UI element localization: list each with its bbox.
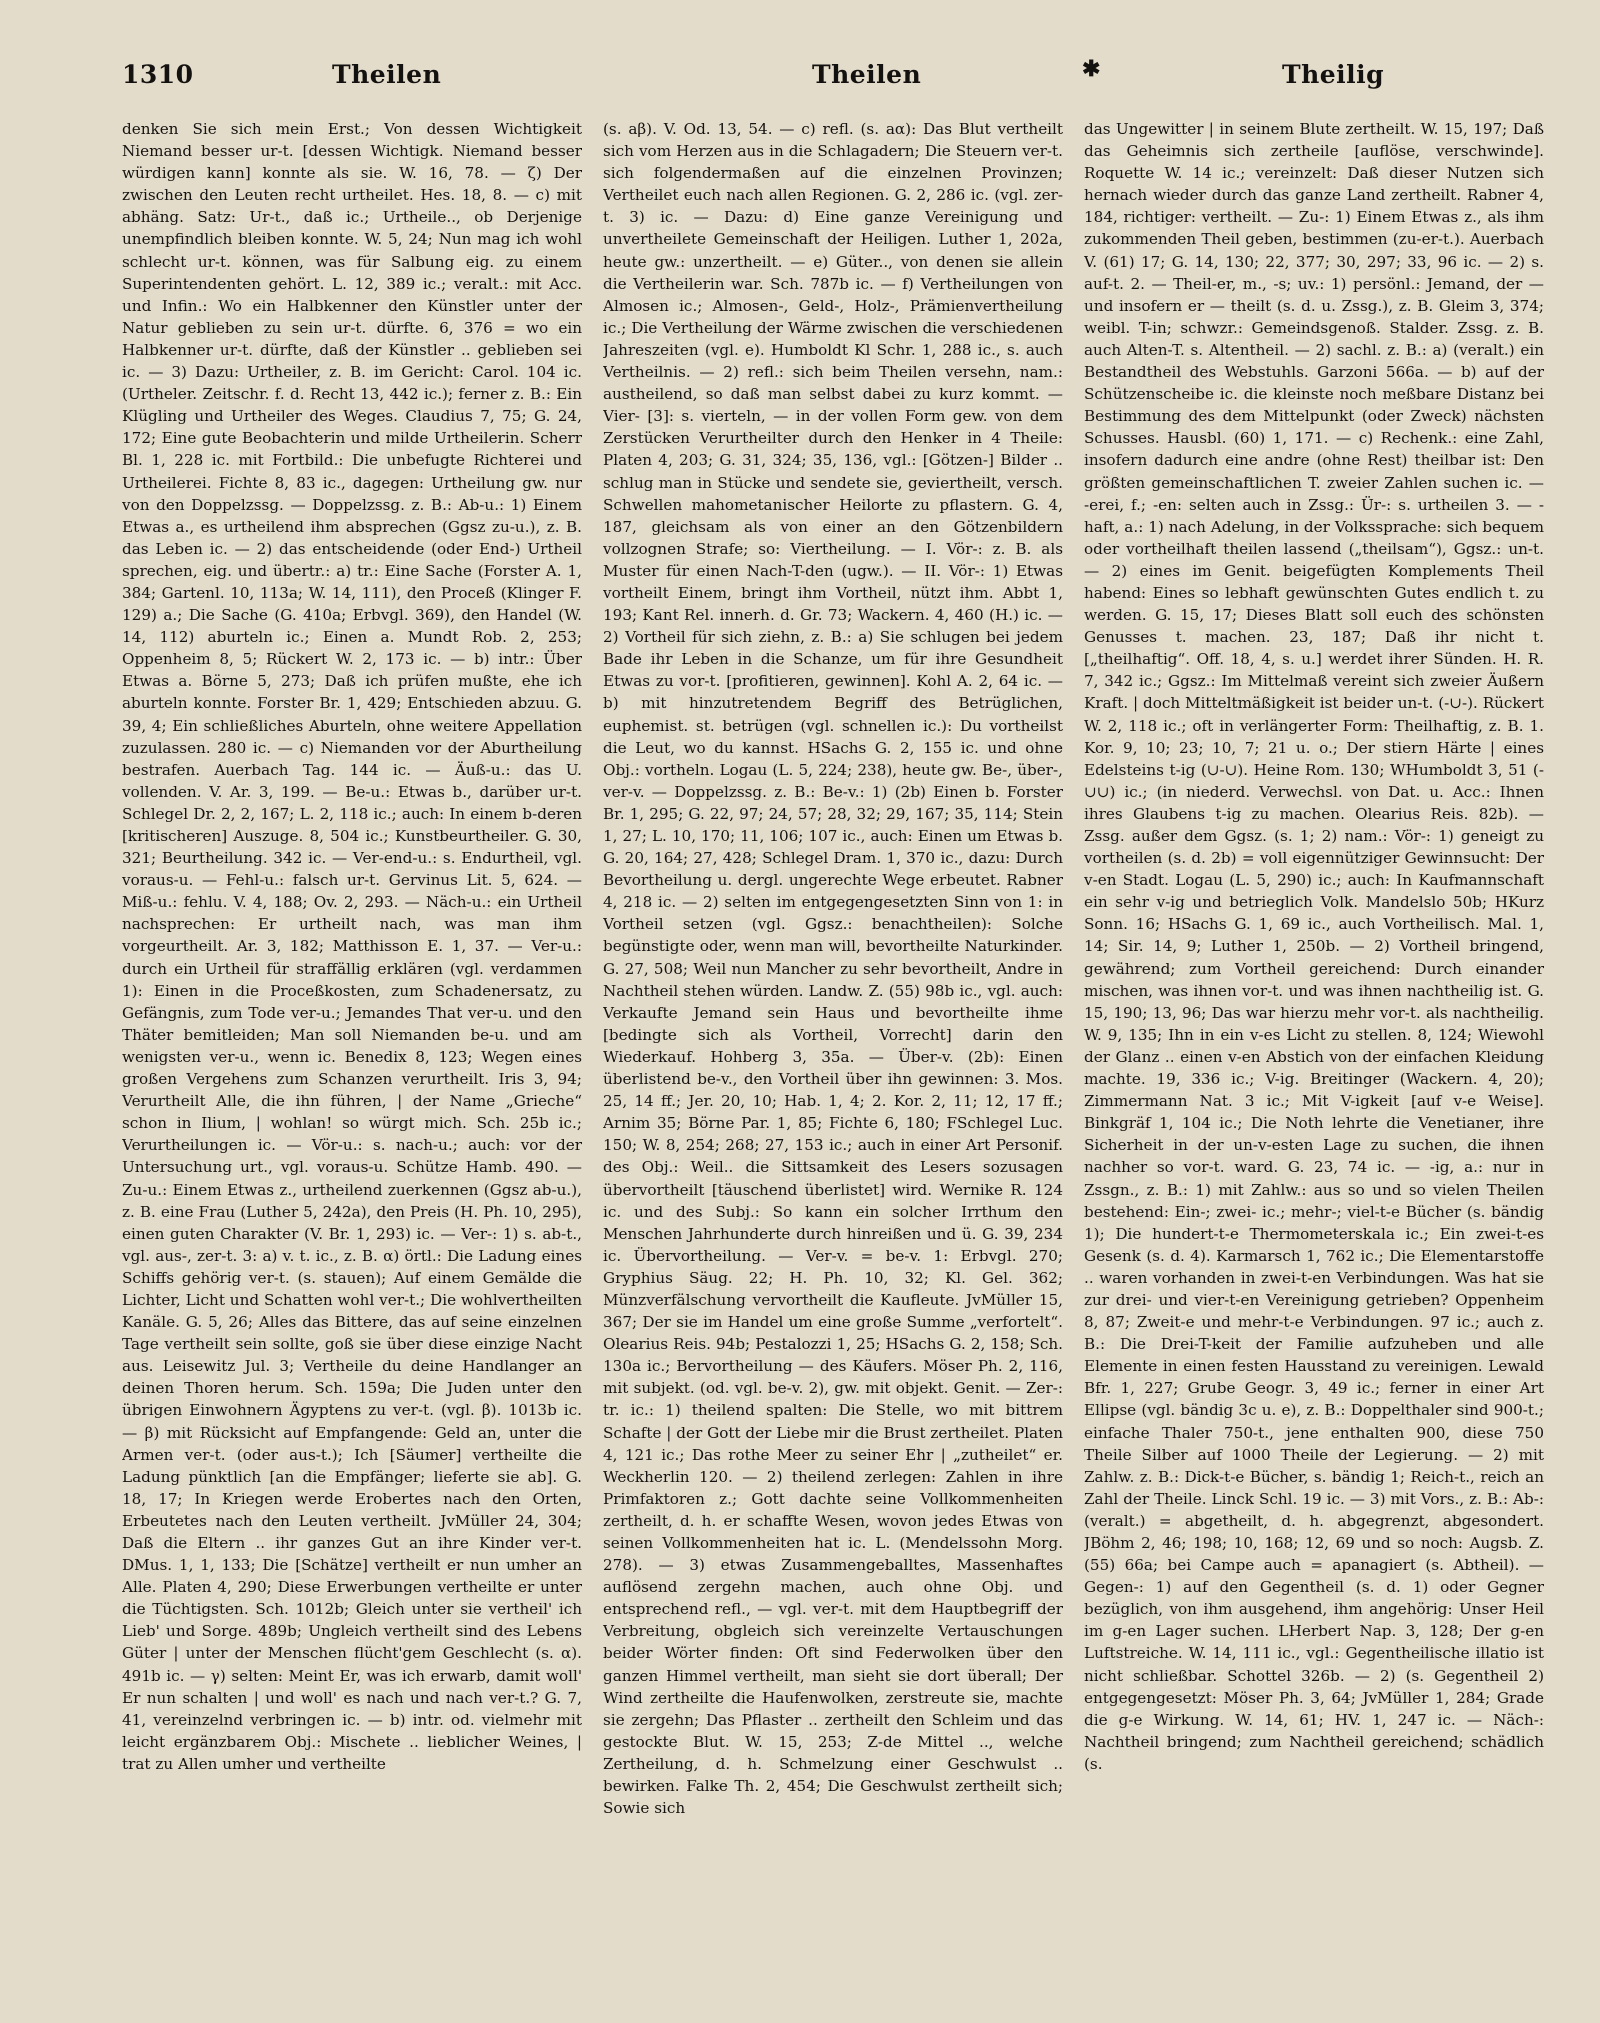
running-header: [122, 56, 1544, 100]
text-columns: [122, 118, 1544, 1983]
column-text: (s. aβ). V. Od. 13, 54. — c) refl. (s. aα): Das Blut vertheilt sich vom Herzen aus in die Schlagadern; Die Steuern ver-t. sich folgendermaßen auf die einzelnen Provinzen; Vertheilet euch nach allen Regionen. G. 2, 286 ic. (vgl. zer-t. 3) ic. — Dazu: d) Eine ganze Vereinigung und unvertheilete Gemeinschaft der Heiligen. Luther 1, 202a, heute gw.: unzertheilt. — e) Güter.., von denen sie allein die Vertheilerin war. Sch. 787b ic. — f) Vertheilungen von Almosen ic.; Almosen-, Geld-, Holz-, Prämienvertheilung ic.; Die Vertheilung der Wärme zwischen die verschiedenen Jahreszeiten (vgl. e). Humboldt Kl Schr. 1, 288 ic., s. auch Vertheilnis. — 2) refl.: sich beim Theilen versehn, nam.: austheilend, so daß man selbst dabei zu kurz kommt. — Vier- [3]: s. vierteln, — in der vollen Form gew. von dem Zerstücken Verurtheilter durch den Henker in 4 Theile: Platen 4, 203; G. 31, 324; 35, 136, vgl.: [Götzen-] Bilder .. schlug man in Stücke und sendete sie, geviertheilt, versch. Schwellen mahometanischer Heilorte zu pflastern. G. 4, 187, gleichsam als von einer an den Götzenbildern vollzognen Strafe; so: Viertheilung. — I. Vör-: z. B. als Muster für einen Nach-T-den (ugw.). — II. Vör-: 1) Etwas vortheilt Einem, bringt ihm Vortheil, nützt ihm. Abbt 1, 193; Kant Rel. innerh. d. Gr. 73; Wackern. 4, 460 (H.) ic. — 2) Vortheil für sich ziehn, z. B.: a) Sie schlugen bei jedem Bade ihr Leben in die Schanze, um für ihre Gesundheit Etwas zu vor-t. [profitieren, gewinnen]. Kohl A. 2, 64 ic. — b) mit hinzutretendem Begriff des Betrüglichen, euphemist. st. betrügen (vgl. schnellen ic.): Du vortheilst die Leut, wo du kannst. HSachs G. 2, 155 ic. und ohne Obj.: vortheln. Logau (L. 5, 224; 238), heute gw. Be-, über-, ver-v. — Doppelzssg. z. B.: Be-v.: 1) (2b) Einen b. Forster Br. 1, 295; G. 22, 97; 24, 57; 28, 32; 29, 167; 35, 114; Stein 1, 27; L. 10, 170; 11, 106; 107 ic., auch: Einen um Etwas b. G. 20, 164; 27, 428; Schlegel Dram. 1, 370 ic., dazu: Durch Bevortheilung u. dergl. ungerechte Wege erbeutet. Rabner 4, 218 ic. — 2) selten im entgegengesetzten Sinn von 1: in Vortheil setzen (vgl. Ggsz.: benachtheilen): Solche begünstigte oder, wenn man will, bevortheilte Naturkinder. G. 27, 508; Weil nun Mancher zu sehr bevortheilt, Andre in Nachtheil stehen würden. Landw. Z. (55) 98b ic., vgl. auch: Verkaufte Jemand sein Haus und bevortheilte ihme [bedingte sich als Vortheil, Vorrecht] darin den Wiederkauf. Hohberg 3, 35a. — Über-v. (2b): Einen überlistend be-v., den Vortheil über ihn gewinnen: 3. Mos. 25, 14 ff.; Jer. 20, 10; Hab. 1, 4; 2. Kor. 2, 11; 12, 17 ff.; Arnim 35; Börne Par. 1, 85; Fichte 6, 180; FSchlegel Luc. 150; W. 8, 254; 268; 27, 153 ic.; auch in einer Art Personif. des Obj.: Weil.. die Sittsamkeit des Lesers sozusagen übervortheilt [täuschend überlistet] wird. Wernike R. 124 ic. und des Subj.: So kann ein solcher Irrthum den Menschen Jahrhunderte durch hinreißen und ü. G. 39, 234 ic. Übervortheilung. — Ver-v. = be-v. 1: Erbvgl. 270; Gryphius Säug. 22; H. Ph. 10, 32; Kl. Gel. 362; Münzverfälschung vervortheilt die Kaufleute. JvMüller 15, 367; Der sie im Handel um eine große Summe „verfortelt“. Olearius Reis. 94b; Pestalozzi 1, 25; HSachs G. 2, 158; Sch. 130a ic.; Bervortheilung — des Käufers. Möser Ph. 2, 116, mit subjekt. (od. vgl. be-v. 2), gw. mit objekt. Genit. — Zer-: tr. ic.: 1) theilend spalten: Die Stelle, wo mit bittrem Schafte | der Gott der Liebe mir die Brust zertheilet. Platen 4, 121 ic.; Das rothe Meer zu seiner Ehr | „zutheilet“ er. Weckherlin 120. — 2) theilend zerlegen: Zahlen in ihre Primfaktoren z.; Gott dachte seine Vollkommenheiten zertheilt, d. h. er schaffte Wesen, wovon jedes Etwas von seinen Vollkommenheiten hat ic. L. (Mendelssohn Morg. 278). — 3) etwas Zusammengeballtes, Massenhaftes auflösend zergehn machen, auch ohne Obj. und entsprechend refl., — vgl. ver-t. mit dem Hauptbegriff der Verbreitung, obgleich sich vereinzelte Vertauschungen beider Wörter finden: Oft sind Federwolken über den ganzen Himmel vertheilt, man sieht sie dort überall; Der Wind zertheilte die Haufenwolken, zerstreute sie, machte sie zergehn; Das Pflaster .. zertheilt den Schleim und das gestockte Blut. W. 15, 253; Z-de Mittel .., welche Zertheilung, d. h. Schmelzung einer Geschwulst .. bewirken. Falke Th. 2, 454; Die Geschwulst zertheilt sich; Sowie sich: [603, 120, 1063, 1818]
center-headword: Theilen: [812, 60, 922, 89]
column-text: denken Sie sich mein Erst.; Von dessen Wichtigkeit Niemand besser ur-t. [dessen Wichtigk. Niemand besser würdigen kann] konnte als sie. W. 16, 78. — ζ) Der zwischen den Leuten recht urtheilet. Hes. 18, 8. — c) mit abhäng. Satz: Ur-t., daß ic.; Urtheile.., ob Derjenige unempfindlich bleiben konnte. W. 5, 24; Nun mag ich wohl schlecht ur-t. können, was für Salbung eig. zu einem Superintendenten gehört. L. 12, 389 ic.; veralt.: mit Acc. und Infin.: Wo ein Halbkenner den Künstler unter der Natur geblieben zu sein ur-t. dürfte. 6, 376 = wo ein Halbkenner ur-t. dürfte, daß der Künstler .. geblieben sei ic. — 3) Dazu: Urtheiler, z. B. im Gericht: Carol. 104 ic. (Urtheler. Zeitschr. f. d. Recht 13, 442 ic.); ferner z. B.: Ein Klügling und Urtheiler des Weges. Claudius 7, 75; G. 24, 172; Eine gute Beobachterin und milde Urtheilerin. Scherr Bl. 1, 228 ic. mit Fortbild.: Die unbefugte Richterei und Urtheilerei. Fichte 8, 83 ic., dagegen: Urtheilung gw. nur von den Doppelzssg. — Doppelzssg. z. B.: Ab-u.: 1) Einem Etwas a., es urtheilend ihm absprechen (Ggsz zu-u.), z. B. das Leben ic. — 2) das entscheidende (oder End-) Urtheil sprechen, eig. und übertr.: a) tr.: Eine Sache (Forster A. 1, 384; Gartenl. 10, 113a; W. 14, 111), den Proceß (Klinger F. 129) a.; Die Sache (G. 410a; Erbvgl. 369), den Handel (W. 14, 112) aburteln ic.; Einen a. Mundt Rob. 2, 253; Oppenheim 8, 5; Rückert W. 2, 173 ic. — b) intr.: Über Etwas a. Börne 5, 273; Daß ich prüfen mußte, ehe ich aburteln konnte. Forster Br. 1, 429; Entschieden abzuu. G. 39, 4; Ein schließliches Aburteln, ohne weitere Appellation zuzulassen. 280 ic. — c) Niemanden vor der Aburtheilung bestrafen. Auerbach Tag. 144 ic. — Äuß-u.: das U. vollenden. V. Ar. 3, 199. — Be-u.: Etwas b., darüber ur-t. Schlegel Dr. 2, 2, 167; L. 2, 118 ic.; auch: In einem b-deren [kritischeren] Auszuge. 8, 504 ic.; Kunstbeurtheiler. G. 30, 321; Beurtheilung. 342 ic. — Ver-end-u.: s. Endurtheil, vgl. voraus-u. — Fehl-u.: falsch ur-t. Gervinus Lit. 5, 624. — Miß-u.: fehlu. V. 4, 188; Ov. 2, 293. — Näch-u.: ein Urtheil nachsprechen: Er urtheilt nach, was man ihm vorgeurtheilt. Ar. 3, 182; Matthisson E. 1, 37. — Ver-u.: durch ein Urtheil für straffällig erklären (vgl. verdammen 1): Einen in die Proceßkosten, zum Schadenersatz, zu Gefängnis, zum Tode ver-u.; Jemandes That ver-u. und den Thäter bemitleiden; Man soll Niemanden be-u. und am wenigsten ver-u., wenn ic. Benedix 8, 123; Wegen eines großen Vergehens zum Schanzen verurtheilt. Iris 3, 94; Verurtheilt Alle, die ihn führen, | der Name „Grieche“ schon in Ilium, | wohlan! so würgt mich. Sch. 25b ic.; Verurtheilungen ic. — Vör-u.: s. nach-u.; auch: vor der Untersuchung urt., vgl. voraus-u. Schütze Hamb. 490. — Zu-u.: Einem Etwas z., urtheilend zuerkennen (Ggsz ab-u.), z. B. eine Frau (Luther 5, 242a), den Preis (H. Ph. 10, 295), einen guten Charakter (V. Br. 1, 293) ic. — Ver-: 1) s. ab-t., vgl. aus-, zer-t. 3: a) v. t. ic., z. B. α) örtl.: Die Ladung eines Schiffs gehörig ver-t. (s. stauen); Auf einem Gemälde die Lichter, Licht und Schatten wohl ver-t.; Die wohlvertheilten Kanäle. G. 5, 26; Alles das Bittere, das auf seine einzelnen Tage vertheilt sein sollte, goß sie über diese einzige Nacht aus. Leisewitz Jul. 3; Vertheile du deine Handlanger an deinen Thoren herum. Sch. 159a; Die Juden unter den übrigen Einwohnern Ägyptens zu ver-t. (vgl. β). 1013b ic. — β) mit Rücksicht auf Empfangende: Geld an, unter die Armen ver-t. (oder aus-t.); Ich [Säumer] vertheilte die Ladung pünktlich [an die Empfänger; lieferte sie ab]. G. 18, 17; In Kriegen werde Erobertes nach den Orten, Erbeutetes nach den Leuten vertheilt. JvMüller 24, 304; Daß die Eltern .. ihr ganzes Gut an ihre Kinder ver-t. DMus. 1, 1, 133; Die [Schätze] vertheilt er nun umher an Alle. Platen 4, 290; Diese Erwerbungen vertheilte er unter die Tüchtigsten. Sch. 1012b; Gleich unter sie vertheil' ich Lieb' und Sorge. 489b; Ungleich vertheilt sind des Lebens Güter | unter der Menschen flücht'gem Geschlecht (s. α). 491b ic. — γ) selten: Meint Er, was ich erwarb, damit woll' Er nun schalten | und woll' es nach und nach ver-t.? G. 7, 41, vereinzelnd verbringen ic. — b) intr. od. vielmehr mit leicht ergänzbarem Obj.: Mischete .. lieblicher Weines, | trat zu Allen umher und vertheilte: [122, 120, 582, 1773]
left-headword: Theilen: [332, 60, 442, 89]
column-left: [122, 118, 582, 1983]
column-middle: [603, 118, 1063, 1983]
asterisk-icon: ✱: [1082, 56, 1101, 82]
column-right: [1084, 118, 1544, 1983]
column-text: das Ungewitter | in seinem Blute zertheilt. W. 15, 197; Daß das Geheimnis sich zertheile [auflöse, verschwinde]. Roquette W. 14 ic.; vereinzelt: Daß dieser Nutzen sich hernach wieder durch das ganze Land zertheilt. Rabner 4, 184, richtiger: vertheilt. — Zu-: 1) Einem Etwas z., als ihm zukommenden Theil geben, bestimmen (zu-er-t.). Auerbach V. (61) 17; G. 14, 130; 22, 377; 30, 297; 33, 96 ic. — 2) s. auf-t. 2. — Theil-er, m., -s; uv.: 1) persönl.: Jemand, der — und insofern er — theilt (s. d. u. Zssg.), z. B. Gleim 3, 374; weibl. T-in; schwzr.: Gemeindsgenoß. Stalder. Zssg. z. B. auch Alten-T. s. Altentheil. — 2) sachl. z. B.: a) (veralt.) ein Bestandtheil des Webstuhls. Garzoni 566a. — b) auf der Schützenscheibe ic. die kleinste noch meßbare Distanz bei Bestimmung des dem Mittelpunkt (oder Zweck) nächsten Schusses. Hausbl. (60) 1, 171. — c) Rechenk.: eine Zahl, insofern dadurch eine andre (ohne Rest) theilbar ist: Den größten gemeinschaftlichen T. zweier Zahlen suchen ic. — -erei, f.; -en: selten auch in Zssg.: Ür-: s. urtheilen 3. — -haft, a.: 1) nach Adelung, in der Volkssprache: sich bequem oder vortheilhaft theilen lassend („theilsam“), Ggsz.: un-t. — 2) eines im Genit. beigefügten Komplements Theil habend: Eines so lebhaft gewünschten Gutes endlich t. zu werden. G. 15, 17; Dieses Blatt soll euch des schönsten Genusses t. machen. 23, 187; Daß ihr nicht t. [„theilhaftig“. Off. 18, 4, s. u.] werdet ihrer Sünden. H. R. 7, 342 ic.; Ggsz.: Im Mittelmaß vereint sich zweier Äußern Kraft. | doch Mitteltmäßigkeit ist beider un-t. (-∪-). Rückert W. 2, 118 ic.; oft in verlängerter Form: Theilhaftig, z. B. 1. Kor. 9, 10; 23; 10, 7; 21 u. o.; Der stiern Härte | eines Edelsteins t-ig (∪-∪). Heine Rom. 130; WHumboldt 3, 51 (-∪∪) ic.; (in niederd. Verwechsl. von Dat. u. Acc.: Ihnen ihres Glaubens t-ig zu machen. Olearius Reis. 82b). — Zssg. außer dem Ggsz. (s. 1; 2) nam.: Vör-: 1) geneigt zu vortheilen (s. d. 2b) = voll eigennütziger Gewinnsucht: Der v-en Stadt. Logau (L. 5, 290) ic.; auch: In Kaufmannschaft ein sehr v-ig und betrieglich Volk. Mandelslo 50b; HKurz Sonn. 16; HSachs G. 1, 69 ic., auch Vortheilisch. Mal. 1, 14; Sir. 14, 9; Luther 1, 250b. — 2) Vortheil bringend, gewährend; zum Vortheil gereichend: Durch einander mischen, was ihnen vor-t. und was ihnen nachtheilig ist. G. 15, 190; 13, 96; Das war hierzu mehr vor-t. als nachtheilig. W. 9, 135; Ihn in ein v-es Licht zu stellen. 8, 124; Wiewohl der Glanz .. einen v-en Abstich von der einfachen Kleidung machte. 19, 336 ic.; V-ig. Breitinger (Wackern. 4, 20); Zimmermann Nat. 3 ic.; Mit V-igkeit [auf v-e Weise]. Binkgräf 1, 104 ic.; Die Noth lehrte die Venetianer, ihre Sicherheit in der un-v-esten Lage zu suchen, die ihnen nachher so vor-t. ward. G. 23, 74 ic. — -ig, a.: nur in Zssgn., z. B.: 1) mit Zahlw.: aus so und so vielen Theilen bestehend: Ein-; zwei- ic.; mehr-; viel-t-e Bücher (s. bändig 1); Die hundert-t-e Thermometerskala ic.; Ein zwei-t-es Gesenk (s. d. 4). Karmarsch 1, 762 ic.; Die Elementarstoffe .. waren vorhanden in zwei-t-en Verbindungen. Was hat sie zur drei- und vier-t-en Vereinigung getrieben? Oppenheim 8, 87; Zweit-e und mehr-t-e Verbindungen. 97 ic.; auch z. B.: Die Drei-T-keit der Familie aufzuheben und alle Elemente in einen festen Hausstand zu vereinigen. Lewald Bfr. 1, 227; Grube Geogr. 3, 49 ic.; ferner in einer Art Ellipse (vgl. bändig 3c u. e), z. B.: Doppelthaler sind 900-t.; einfache Thaler 750-t., jene enthalten 900, diese 750 Theile Silber auf 1000 Theile der Legierung. — 2) mit Zahlw. z. B.: Dick-t-e Bücher, s. bändig 1; Reich-t., reich an Zahl der Theile. Linck Schl. 19 ic. — 3) mit Vors., z. B.: Ab-: (veralt.) = abgetheilt, d. h. abgegrenzt, abgesondert. JBöhm 2, 46; 198; 10, 168; 12, 69 und so noch: Augsb. Z. (55) 66a; bei Campe auch = apanagiert (s. Abtheil). — Gegen-: 1) auf den Gegentheil (s. d. 1) oder Gegner bezüglich, von ihm ausgehend, ihm angehörig: Unser Heil im g-en Lager suchen. LHerbert Nap. 3, 128; Der g-en Luftstreiche. W. 14, 111 ic., vgl.: Gegentheilische illatio ist nicht schließbar. Schottel 326b. — 2) (s. Gegentheil 2) entgegengesetzt: Möser Ph. 3, 64; JvMüller 1, 284; Grade die g-e Wirkung. W. 14, 61; HV. 1, 247 ic. — Näch-: Nachtheil bringend; zum Nachtheil gereichend; schädlich (s.: [1084, 120, 1544, 1773]
right-headword: Theilig: [1282, 60, 1385, 89]
page-number: 1310: [122, 60, 194, 89]
